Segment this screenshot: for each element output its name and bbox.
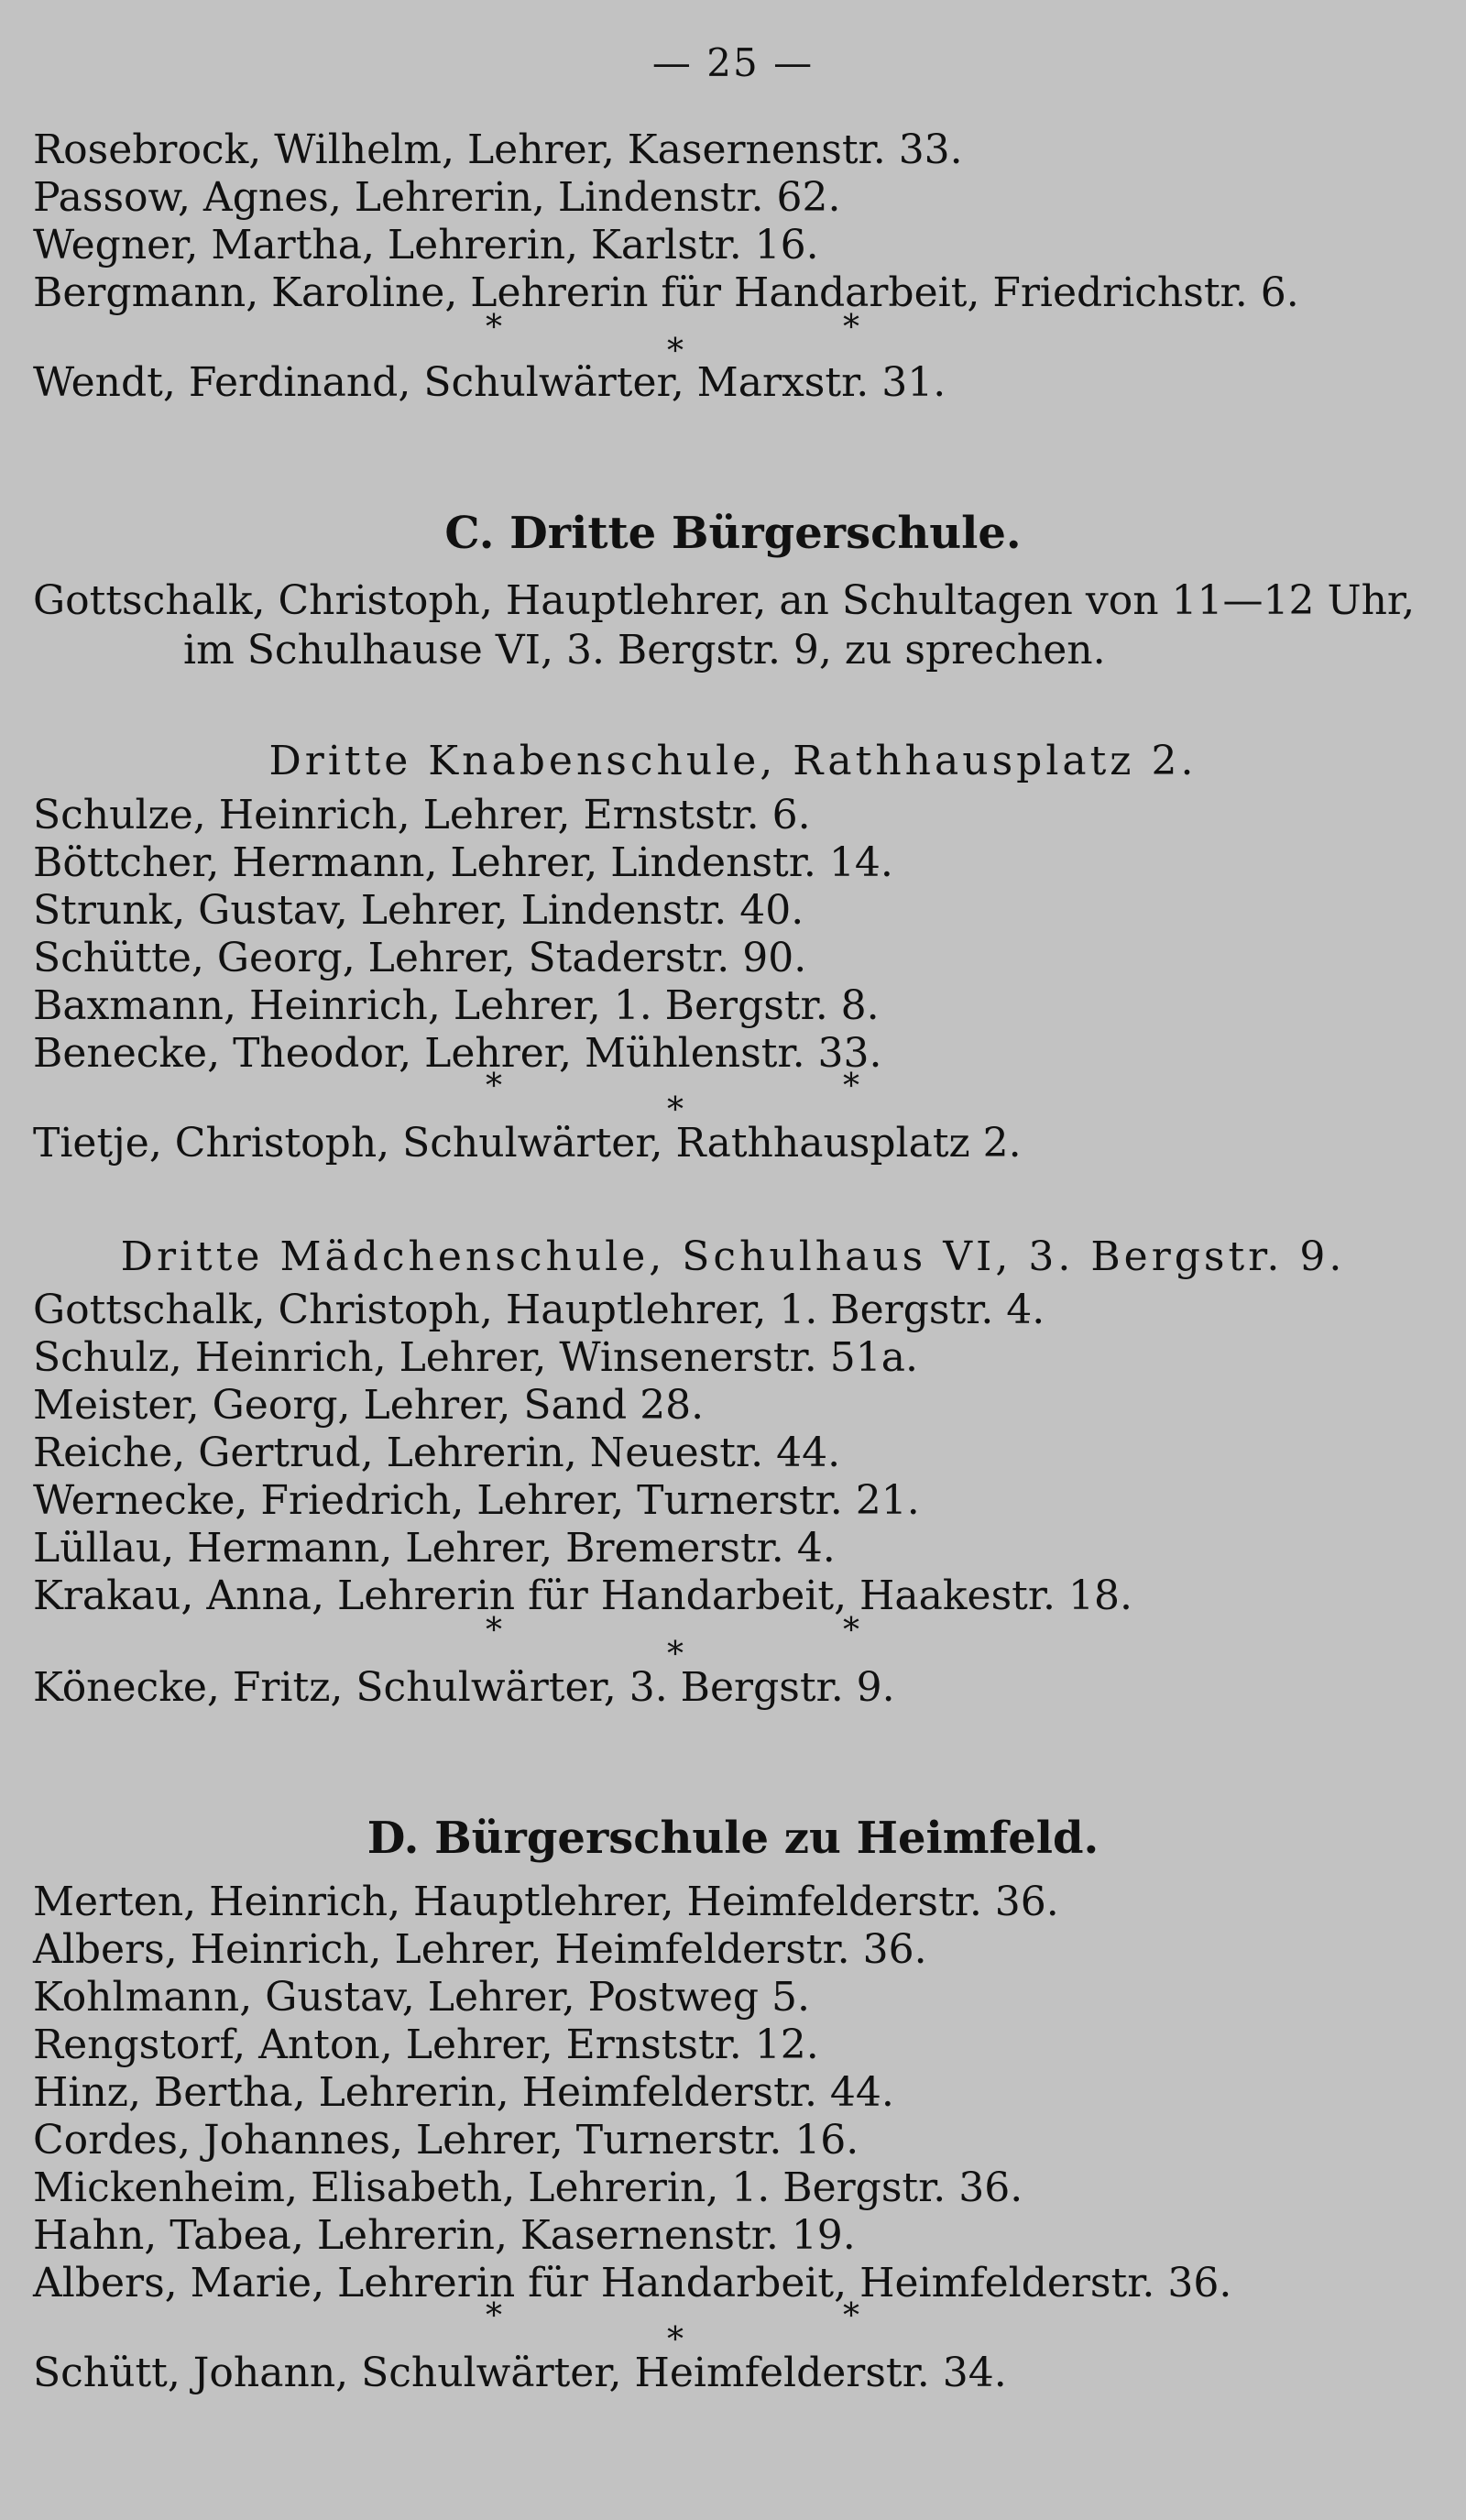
janitor-entry: Schütt, Johann, Schulwärter, Heimfelderstr. 34. [33,2350,1007,2396]
staff-entry: Rosebrock, Wilhelm, Lehrer, Kasernenstr. 33. [33,126,963,173]
staff-entry: Cordes, Johannes, Lehrer, Turnerstr. 16. [33,2117,859,2164]
page-number: — 25 — [651,40,815,85]
subsection-heading-boys: Dritte Knabenschule, Rathhausplatz 2. [268,738,1198,784]
star: * [667,333,684,370]
star: * [486,1068,502,1105]
star: * [843,309,859,346]
section-heading-c: C. Dritte Bürgerschule. [444,508,1022,559]
staff-entry: Schulz, Heinrich, Lehrer, Winsenerstr. 51a. [33,1334,918,1381]
staff-entry: Wegner, Martha, Lehrerin, Karlstr. 16. [33,222,819,268]
separator-stars [0,1612,1466,1673]
staff-entry: Hahn, Tabea, Lehrerin, Kasernenstr. 19. [33,2212,856,2259]
janitor-entry: Tietje, Christoph, Schulwärter, Rathhausplatz 2. [33,1120,1022,1167]
star: * [843,1068,859,1105]
staff-entry: Gottschalk, Christoph, Hauptlehrer, 1. Bergstr. 4. [33,1287,1045,1333]
staff-entry: Wernecke, Friedrich, Lehrer, Turnerstr. 21. [33,1477,920,1524]
staff-entry: Meister, Georg, Lehrer, Sand 28. [33,1382,705,1429]
staff-entry: Mickenheim, Elisabeth, Lehrerin, 1. Bergstr. 36. [33,2164,1023,2211]
staff-entry: Kohlmann, Gustav, Lehrer, Postweg 5. [33,1974,811,2021]
staff-entry: Albers, Heinrich, Lehrer, Heimfelderstr. 36. [33,1926,927,1973]
star: * [843,2297,859,2335]
janitor-entry: Könecke, Fritz, Schulwärter, 3. Bergstr. 9. [33,1664,895,1711]
janitor-entry: Wendt, Ferdinand, Schulwärter, Marxstr. 31. [33,359,946,406]
staff-entry: Baxmann, Heinrich, Lehrer, 1. Bergstr. 8. [33,982,880,1029]
star: * [667,2321,684,2359]
staff-entry: Strunk, Gustav, Lehrer, Lindenstr. 40. [33,887,804,934]
staff-entry: Krakau, Anna, Lehrerin für Handarbeit, Haakestr. 18. [33,1572,1132,1619]
star: * [486,2297,502,2335]
star: * [486,309,502,346]
staff-entry: Merten, Heinrich, Hauptlehrer, Heimfelderstr. 36. [33,1879,1059,1925]
staff-entry: Albers, Marie, Lehrerin für Handarbeit, Heimfelderstr. 36. [33,2260,1232,2306]
staff-entry: Passow, Agnes, Lehrerin, Lindenstr. 62. [33,174,841,221]
staff-entry: Schütte, Georg, Lehrer, Staderstr. 90. [33,935,807,981]
staff-entry: Rengstorf, Anton, Lehrer, Ernststr. 12. [33,2021,819,2068]
star: * [486,1612,502,1649]
staff-entry: Bergmann, Karoline, Lehrerin für Handarbeit, Friedrichstr. 6. [33,269,1299,316]
star: * [843,1612,859,1649]
staff-entry: Hinz, Bertha, Lehrerin, Heimfelderstr. 44. [33,2069,894,2116]
separator-stars [0,1068,1466,1129]
section-intro: Gottschalk, Christoph, Hauptlehrer, an Schultagen von 11—12 Uhr, [33,577,1416,624]
staff-entry: Lüllau, Hermann, Lehrer, Bremerstr. 4. [33,1525,836,1572]
staff-entry: Böttcher, Hermann, Lehrer, Lindenstr. 14. [33,839,893,886]
separator-stars [0,309,1466,370]
subsection-heading-girls: Dritte Mädchenschule, Schulhaus VI, 3. Bergstr. 9. [120,1233,1346,1280]
section-intro-continued: im Schulhause VI, 3. Bergstr. 9, zu sprechen. [183,627,1106,674]
separator-stars [0,2297,1466,2359]
staff-entry: Reiche, Gertrud, Lehrerin, Neuestr. 44. [33,1430,841,1476]
star: * [667,1636,684,1673]
staff-entry: Benecke, Theodor, Lehrer, Mühlenstr. 33. [33,1030,882,1077]
staff-entry: Schulze, Heinrich, Lehrer, Ernststr. 6. [33,792,811,838]
star: * [667,1091,684,1129]
section-heading-d: D. Bürgerschule zu Heimfeld. [366,1813,1100,1864]
